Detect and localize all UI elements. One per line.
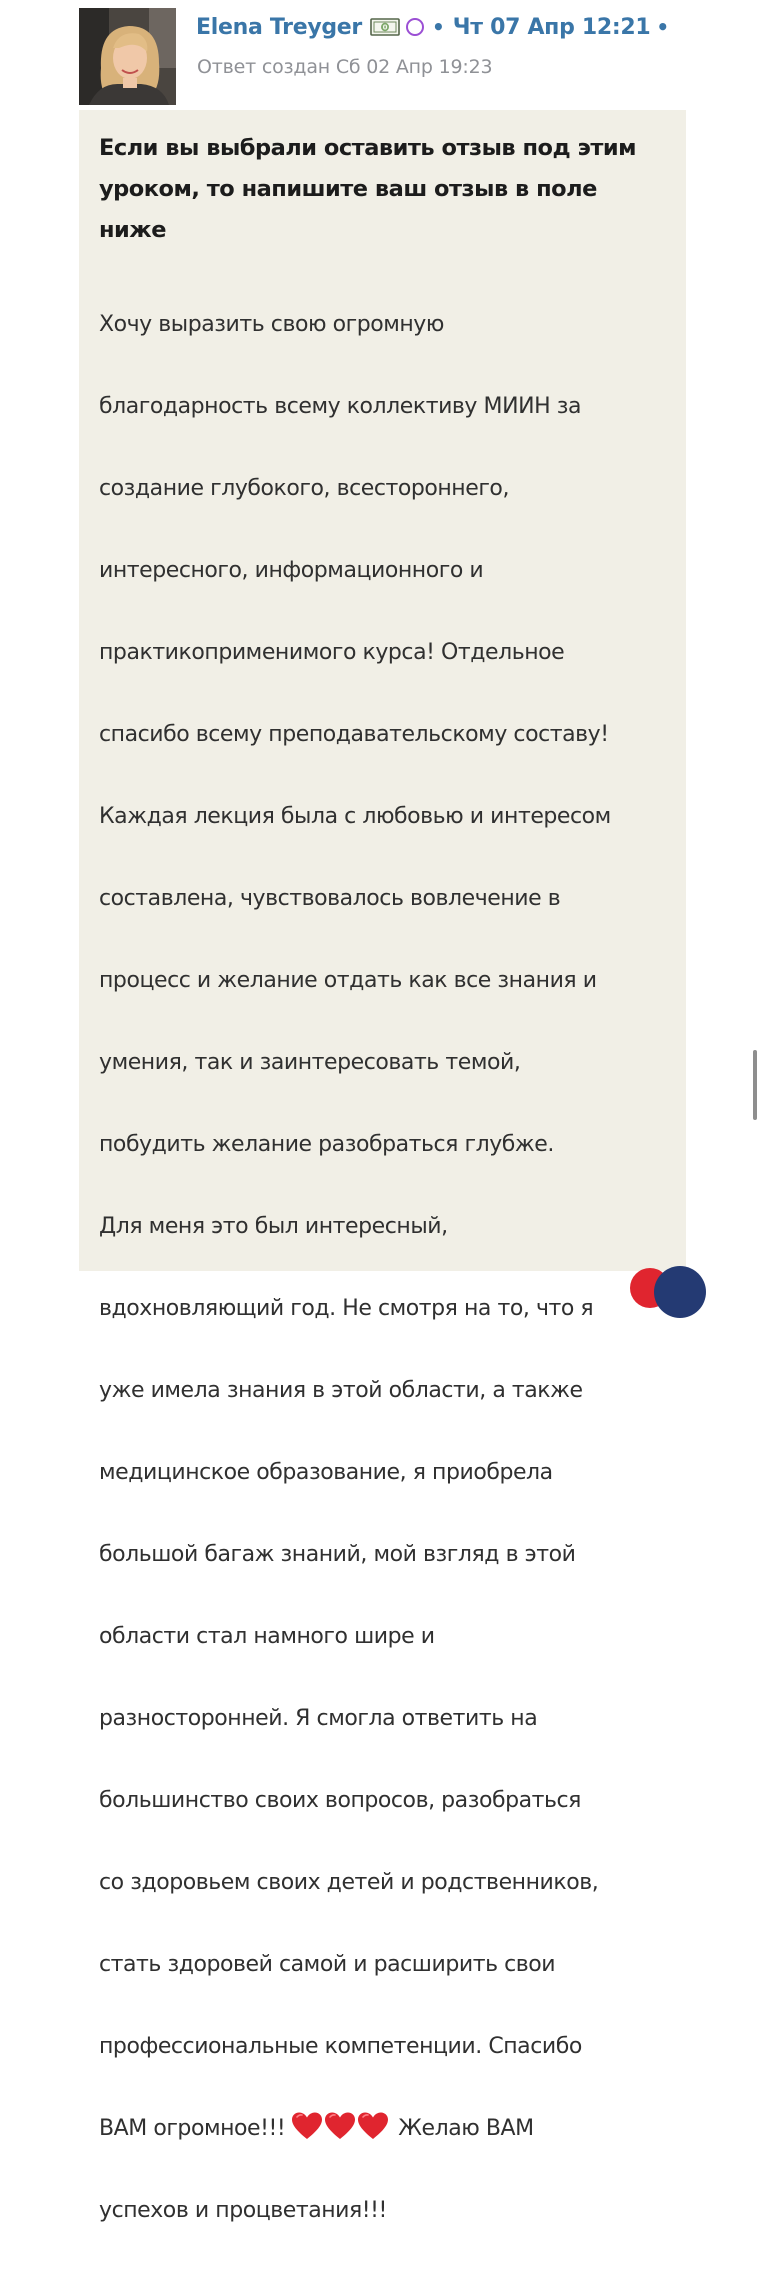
answer-box (79, 110, 686, 2223)
red-heart-icon (291, 2111, 323, 2141)
answer-line: профессиональные компетенции. Спасибо (99, 2034, 582, 2059)
answer-line: благодарность всему коллективу МИИН за (99, 394, 582, 419)
answer-line: составлена, чувствовалось вовлечение в (99, 886, 561, 911)
answer-line: вдохновляющий год. Не смотря на то, что я (99, 1296, 594, 1321)
separator-dot: • (431, 15, 445, 39)
answer-line: успехов и процветания!!! (99, 2198, 387, 2223)
answer-line: процесс и желание отдать как все знания и (99, 968, 597, 993)
answer-line: большинство своих вопросов, разобраться (99, 1788, 581, 1813)
answer-line: спасибо всему преподавательскому составу! (99, 722, 609, 747)
answer-line: интересного, информационного и (99, 558, 484, 583)
answer-line: разносторонней. Я смогла ответить на (99, 1706, 538, 1731)
closing-before-hearts: ВАМ огромное!!! (99, 2116, 286, 2141)
question-line: уроком, то напишите ваш отзыв в поле (99, 176, 597, 202)
floating-badge[interactable] (628, 1262, 708, 1302)
answer-line: области стал намного шире и (99, 1624, 435, 1649)
closing-after-hearts: Желаю ВАМ (398, 2116, 534, 2141)
answer-line: умения, так и заинтересовать темой, (99, 1050, 521, 1075)
answer-line: Для меня это был интересный, (99, 1214, 448, 1239)
answer-line-with-hearts (99, 2108, 679, 2149)
answer-line: Хочу выразить свою огромную (99, 312, 444, 337)
separator-dot-trailing: • (656, 15, 670, 39)
answer-line: уже имела знания в этой области, а также (99, 1378, 583, 1403)
answer-text (99, 263, 679, 2272)
svg-text:0: 0 (382, 23, 388, 32)
scrollbar-thumb[interactable] (753, 1050, 757, 1120)
red-heart-icon (324, 2111, 356, 2141)
question-line: Если вы выбрали оставить отзыв под этим (99, 135, 637, 161)
post-date[interactable]: Чт 07 Апр 12:21 (452, 14, 651, 40)
red-heart-icon (357, 2111, 389, 2141)
question-line: ниже (99, 217, 166, 243)
author-name[interactable]: Elena Treyger (196, 14, 362, 40)
answer-line: создание глубокого, всестороннего, (99, 476, 509, 501)
answer-line: со здоровьем своих детей и родственников, (99, 1870, 599, 1895)
avatar-photo (79, 8, 176, 105)
answer-line: медицинское образование, я приобрела (99, 1460, 553, 1485)
answer-line: большой багаж знаний, мой взгляд в этой (99, 1542, 576, 1567)
post-header (196, 10, 677, 44)
answer-created-label: Ответ создан Сб 02 Апр 19:23 (197, 56, 493, 78)
circle-outline-icon (406, 18, 424, 36)
question-text (99, 128, 674, 251)
money-bill-icon (370, 18, 400, 36)
answer-line: Каждая лекция была с любовью и интересом (99, 804, 611, 829)
avatar[interactable] (79, 8, 176, 105)
answer-line: побудить желание разобраться глубже. (99, 1132, 554, 1157)
answer-line: стать здоровей самой и расширить свои (99, 1952, 556, 1977)
answer-line: практикоприменимого курса! Отдельное (99, 640, 565, 665)
hearts-group (291, 2116, 390, 2141)
badge-shape-icon (628, 1262, 708, 1302)
